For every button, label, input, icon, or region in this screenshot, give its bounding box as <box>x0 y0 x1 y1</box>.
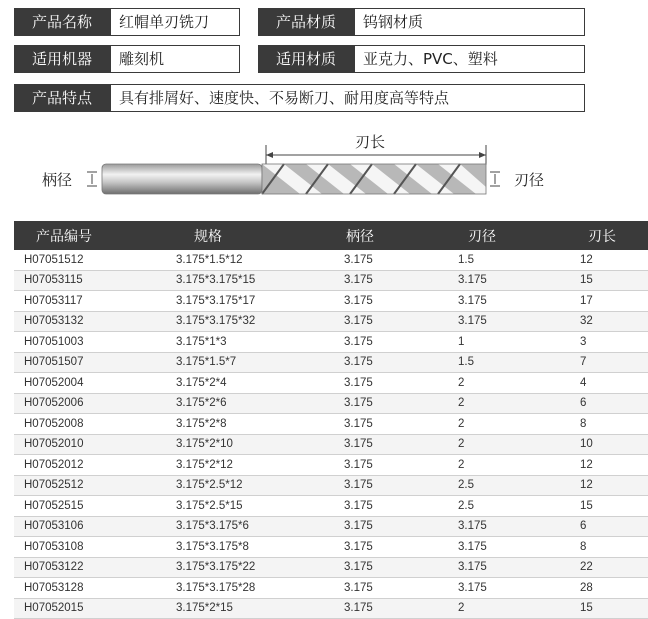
info-row-features <box>14 84 585 112</box>
cell-blade-diameter: 3.175 <box>458 270 580 291</box>
table-row <box>14 578 648 599</box>
cell-blade-diameter: 2 <box>458 598 580 619</box>
cell-shank-diameter: 3.175 <box>344 434 458 455</box>
cell-blade-length: 15 <box>580 598 648 619</box>
cell-blade-diameter: 2 <box>458 455 580 476</box>
cell-spec: 3.175*3.175*28 <box>176 578 344 599</box>
cell-shank-diameter: 3.175 <box>344 496 458 517</box>
cell-spec: 3.175*2*15 <box>176 598 344 619</box>
cell-blade-diameter: 2 <box>458 434 580 455</box>
cell-shank-diameter: 3.175 <box>344 373 458 394</box>
cell-shank-diameter: 3.175 <box>344 516 458 537</box>
cell-shank-diameter: 3.175 <box>344 598 458 619</box>
cell-blade-diameter: 3.175 <box>458 557 580 578</box>
cell-shank-diameter: 3.175 <box>344 352 458 373</box>
cell-spec: 3.175*3.175*6 <box>176 516 344 537</box>
cell-product-code: H07053106 <box>14 516 176 537</box>
cell-blade-diameter: 2 <box>458 393 580 414</box>
table-row <box>14 496 648 517</box>
cell-blade-diameter: 3.175 <box>458 578 580 599</box>
cell-blade-length: 12 <box>580 475 648 496</box>
blade-length-arrow-left <box>266 152 273 158</box>
cell-spec: 3.175*1.5*7 <box>176 352 344 373</box>
cell-shank-diameter: 3.175 <box>344 270 458 291</box>
table-row <box>14 332 648 353</box>
cell-spec: 3.175*1.5*12 <box>176 250 344 270</box>
applicable-machine-value: 雕刻机 <box>110 45 240 73</box>
table-row <box>14 557 648 578</box>
cell-blade-diameter: 2 <box>458 414 580 435</box>
cell-product-code: H07053117 <box>14 291 176 312</box>
shank <box>102 164 262 194</box>
cell-blade-length: 17 <box>580 291 648 312</box>
cell-product-code: H07052012 <box>14 455 176 476</box>
cell-blade-diameter: 2 <box>458 373 580 394</box>
cell-product-code: H07052515 <box>14 496 176 517</box>
cell-shank-diameter: 3.175 <box>344 291 458 312</box>
cell-product-code: H07053108 <box>14 537 176 558</box>
table-row <box>14 250 648 270</box>
applicable-machine-label: 适用机器 <box>14 45 110 73</box>
cell-spec: 3.175*2*8 <box>176 414 344 435</box>
cell-product-code: H07052006 <box>14 393 176 414</box>
cell-blade-diameter: 3.175 <box>458 291 580 312</box>
cell-blade-length: 15 <box>580 496 648 517</box>
cell-product-code: H07051003 <box>14 332 176 353</box>
table-header-row <box>14 221 648 250</box>
cell-spec: 3.175*2*10 <box>176 434 344 455</box>
cell-shank-diameter: 3.175 <box>344 578 458 599</box>
header-spec: 规格 <box>176 221 344 250</box>
cell-shank-diameter: 3.175 <box>344 414 458 435</box>
cell-blade-length: 3 <box>580 332 648 353</box>
cell-blade-diameter: 2.5 <box>458 496 580 517</box>
cell-spec: 3.175*3.175*22 <box>176 557 344 578</box>
cell-shank-diameter: 3.175 <box>344 311 458 332</box>
cell-shank-diameter: 3.175 <box>344 393 458 414</box>
cell-blade-diameter: 1.5 <box>458 352 580 373</box>
table-row <box>14 352 648 373</box>
table-row <box>14 598 648 619</box>
blade-length-label: 刃长 <box>354 133 386 151</box>
cell-product-code: H07052008 <box>14 414 176 435</box>
end-mill-diagram <box>0 125 600 220</box>
flute-section <box>262 164 486 194</box>
product-name-label: 产品名称 <box>14 8 110 36</box>
cell-shank-diameter: 3.175 <box>344 475 458 496</box>
cell-blade-length: 22 <box>580 557 648 578</box>
cell-blade-length: 8 <box>580 537 648 558</box>
cell-blade-diameter: 1.5 <box>458 250 580 270</box>
header-blade-length: 刃长 <box>580 221 648 250</box>
cell-blade-length: 7 <box>580 352 648 373</box>
table-row <box>14 373 648 394</box>
cell-spec: 3.175*2*4 <box>176 373 344 394</box>
cell-blade-diameter: 3.175 <box>458 537 580 558</box>
table-row <box>14 516 648 537</box>
cell-spec: 3.175*2*6 <box>176 393 344 414</box>
header-blade-diameter: 刃径 <box>458 221 580 250</box>
table-row <box>14 270 648 291</box>
table-row <box>14 455 648 476</box>
cell-blade-diameter: 2.5 <box>458 475 580 496</box>
cell-product-code: H07052015 <box>14 598 176 619</box>
table-row <box>14 291 648 312</box>
cell-product-code: H07052004 <box>14 373 176 394</box>
cell-spec: 3.175*3.175*17 <box>176 291 344 312</box>
cell-blade-length: 4 <box>580 373 648 394</box>
cell-spec: 3.175*1*3 <box>176 332 344 353</box>
cell-blade-diameter: 3.175 <box>458 311 580 332</box>
cell-product-code: H07051512 <box>14 250 176 270</box>
blade-diameter-label: 刃径 <box>514 171 545 189</box>
table-row <box>14 475 648 496</box>
table-row <box>14 537 648 558</box>
spec-table <box>14 221 648 619</box>
cell-product-code: H07052010 <box>14 434 176 455</box>
cell-product-code: H07052512 <box>14 475 176 496</box>
cell-blade-length: 6 <box>580 516 648 537</box>
cell-product-code: H07053122 <box>14 557 176 578</box>
cell-blade-length: 6 <box>580 393 648 414</box>
features-value: 具有排屑好、速度快、不易断刀、耐用度高等特点 <box>110 84 585 112</box>
cell-product-code: H07051507 <box>14 352 176 373</box>
cell-product-code: H07053115 <box>14 270 176 291</box>
product-material-label: 产品材质 <box>258 8 354 36</box>
shank-diameter-label: 柄径 <box>42 171 73 189</box>
applicable-materials-value: 亚克力、PVC、塑料 <box>354 45 585 73</box>
cell-shank-diameter: 3.175 <box>344 455 458 476</box>
info-row-name-material <box>14 8 585 36</box>
cell-spec: 3.175*2*12 <box>176 455 344 476</box>
cell-blade-length: 28 <box>580 578 648 599</box>
table-row <box>14 434 648 455</box>
cell-blade-length: 32 <box>580 311 648 332</box>
cell-blade-diameter: 3.175 <box>458 516 580 537</box>
applicable-materials-label: 适用材质 <box>258 45 354 73</box>
cell-blade-length: 15 <box>580 270 648 291</box>
cell-spec: 3.175*2.5*15 <box>176 496 344 517</box>
product-name-value: 红帽单刃铣刀 <box>110 8 240 36</box>
cell-shank-diameter: 3.175 <box>344 332 458 353</box>
cell-product-code: H07053128 <box>14 578 176 599</box>
info-row-machine-materials <box>14 45 585 73</box>
cell-spec: 3.175*3.175*15 <box>176 270 344 291</box>
cell-blade-length: 10 <box>580 434 648 455</box>
cell-spec: 3.175*3.175*8 <box>176 537 344 558</box>
table-row <box>14 311 648 332</box>
table-row <box>14 393 648 414</box>
header-shank-diameter: 柄径 <box>344 221 458 250</box>
table-row <box>14 414 648 435</box>
blade-length-arrow-right <box>479 152 486 158</box>
cell-spec: 3.175*3.175*32 <box>176 311 344 332</box>
cell-blade-diameter: 1 <box>458 332 580 353</box>
cell-shank-diameter: 3.175 <box>344 250 458 270</box>
cell-blade-length: 8 <box>580 414 648 435</box>
cell-blade-length: 12 <box>580 455 648 476</box>
cell-shank-diameter: 3.175 <box>344 557 458 578</box>
features-label: 产品特点 <box>14 84 110 112</box>
cell-shank-diameter: 3.175 <box>344 537 458 558</box>
cell-product-code: H07053132 <box>14 311 176 332</box>
product-material-value: 钨钢材质 <box>354 8 585 36</box>
cell-blade-length: 12 <box>580 250 648 270</box>
cell-spec: 3.175*2.5*12 <box>176 475 344 496</box>
header-product-code: 产品编号 <box>14 221 176 250</box>
